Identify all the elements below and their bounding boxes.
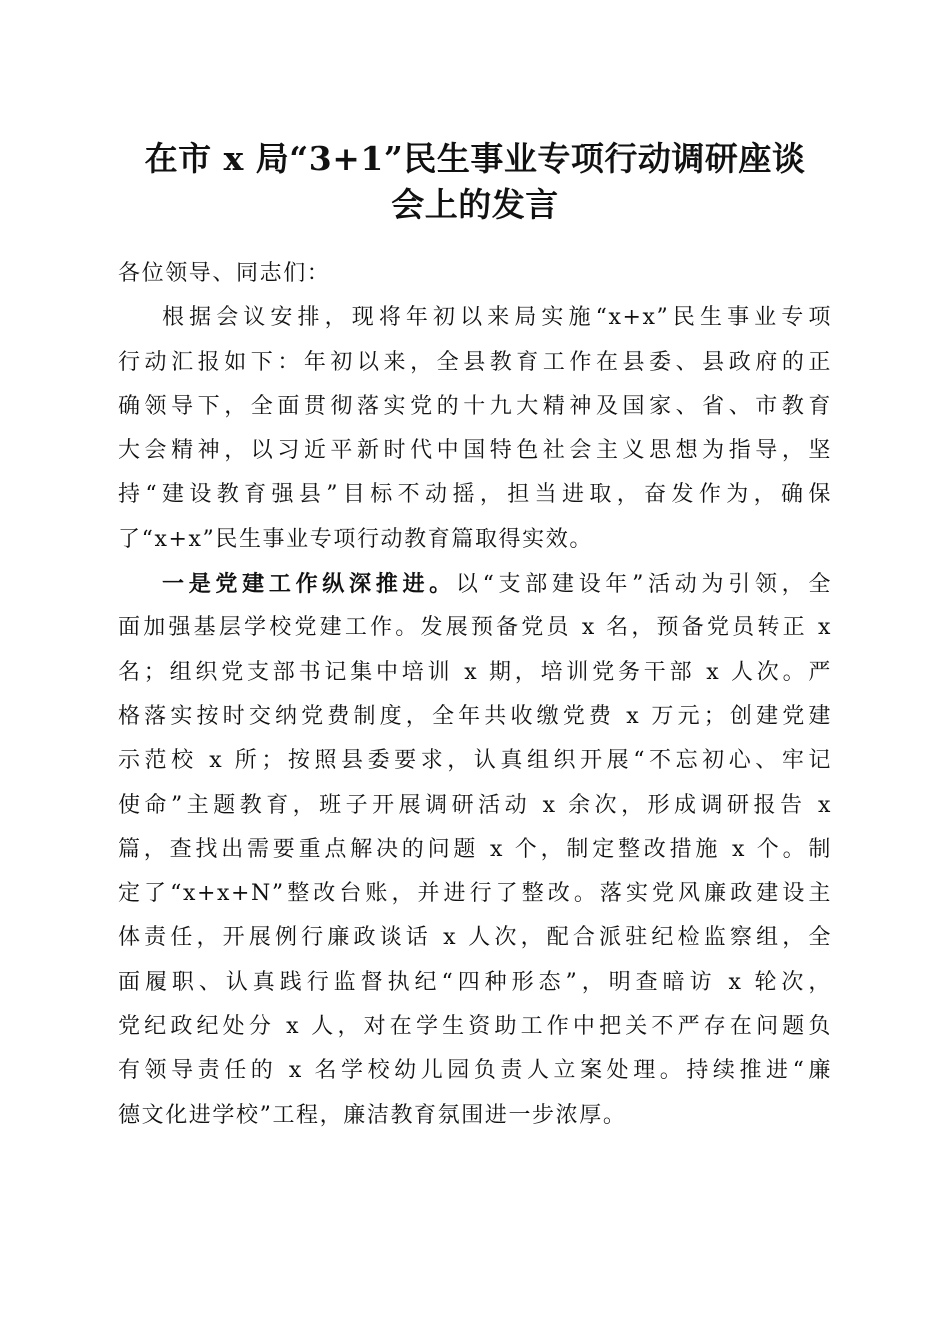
paragraph-line <box>118 562 832 606</box>
title-line: 在市 x 局“3+1”民生事业专项行动调研座谈 <box>144 139 806 178</box>
paragraph-line: 使命”主题教育，班子开展调研活动 x 余次，形成调研报告 x <box>118 792 832 818</box>
paragraph-line: 根据会议安排，现将年初以来局实施“x+x”民生事业专项 <box>162 305 832 331</box>
section-heading: 一是党建工作纵深推进。 <box>162 571 456 598</box>
paragraph-line: 党纪政纪处分 x 人，对在学生资助工作中把关不严存在问题负 <box>118 1014 832 1040</box>
paragraph-line: 体责任，开展例行廉政谈话 x 人次，配合派驻纪检监察组，全 <box>118 925 832 951</box>
paragraph-party-building <box>118 562 832 1138</box>
document-title <box>118 136 832 228</box>
salutation: 各位领导、同志们： <box>118 261 331 286</box>
document-body <box>118 252 832 1138</box>
paragraph-line: 篇，查找出需要重点解决的问题 x 个，制定整改措施 x 个。制 <box>118 836 832 862</box>
paragraph-line: 了“x+x”民生事业专项行动教育篇取得实效。 <box>118 526 593 552</box>
paragraph-line: 示范校 x 所；按照县委要求，认真组织开展“不忘初心、牢记 <box>118 748 832 774</box>
title-line: 会上的发言 <box>391 185 559 224</box>
paragraph-line: 大会精神，以习近平新时代中国特色社会主义思想为指导，坚 <box>118 438 832 464</box>
paragraph-text: 以“支部建设年”活动为引领，全 <box>455 572 832 598</box>
paragraph-line: 面履职、认真践行监督执纪“四种形态”，明查暗访 x 轮次， <box>118 969 832 995</box>
paragraph-line: 有领导责任的 x 名学校幼儿园负责人立案处理。持续推进“廉 <box>118 1058 832 1084</box>
paragraph-line: 行动汇报如下：年初以来，全县教育工作在县委、县政府的正 <box>118 349 832 375</box>
paragraph-line: 确领导下，全面贯彻落实党的十九大精神及国家、省、市教育 <box>118 393 832 419</box>
paragraph-line: 定了“x+x+N”整改台账，并进行了整改。落实党风廉政建设主 <box>118 881 832 907</box>
paragraph-line: 面加强基层学校党建工作。发展预备党员 x 名，预备党员转正 x <box>118 615 832 641</box>
paragraph-line: 持“建设教育强县”目标不动摇，担当进取，奋发作为，确保 <box>118 482 832 508</box>
paragraph-line: 名；组织党支部书记集中培训 x 期，培训党务干部 x 人次。严 <box>118 659 832 685</box>
paragraph-line: 德文化进学校”工程，廉洁教育氛围进一步浓厚。 <box>118 1102 627 1128</box>
paragraph-intro <box>118 296 832 562</box>
paragraph-line: 格落实按时交纳党费制度，全年共收缴党费 x 万元；创建党建 <box>118 703 832 729</box>
